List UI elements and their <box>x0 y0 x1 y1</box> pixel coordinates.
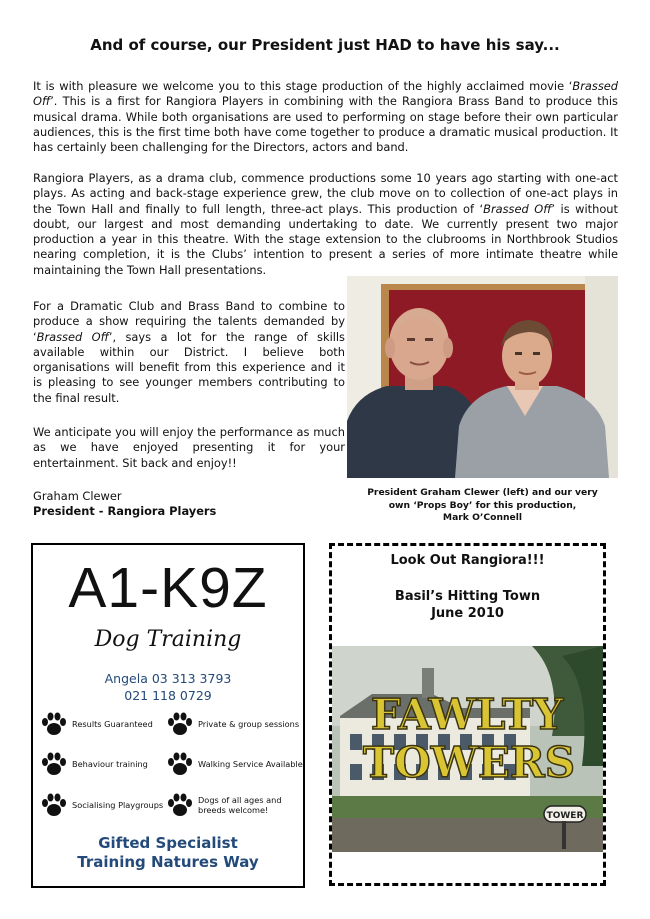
paw-print-icon <box>41 793 67 817</box>
feature-item: Dogs of all ages and breeds welcome! <box>167 793 297 817</box>
ad-tagline-1: Gifted Specialist <box>98 834 238 852</box>
paw-print-icon <box>41 752 67 776</box>
intro-paragraph: It is with pleasure we welcome you to this stage production of the highly acclaimed movie ‘Brassed Off’. This is a first for Rangiora Players in combining with the Rangiora Brass Band to produce this musical drama. While both organisations are used to performing on stage before their own particular audiences, this is the first time both have come together to produce a dramatic musical production. It has certainly been challenging for the Directors, actors and band. <box>33 79 618 155</box>
paw-print-icon <box>167 712 193 736</box>
paw-print-icon <box>167 752 193 776</box>
fawlty-towers-ad <box>329 543 606 886</box>
ad-subtitle: Dog Training <box>94 627 242 652</box>
feature-item: Results Guaranteed <box>41 712 166 736</box>
president-photo <box>347 276 618 478</box>
ad-tagline-2: Training Natures Way <box>77 853 259 871</box>
paw-print-icon <box>167 793 193 817</box>
feature-item: Socialising Playgroups <box>41 793 166 817</box>
paw-print-icon <box>41 712 67 736</box>
photo-illustration <box>347 276 618 478</box>
feature-item: Private & group sessions <box>167 712 301 736</box>
signature-name: Graham Clewer <box>33 489 122 503</box>
collaboration-paragraph: For a Dramatic Club and Brass Band to combine to produce a show requiring the talents demanded by ‘Brassed Off’, says a lot for the range of skills available within our District. I believe both organisations will benefit from this experience and it is pleasing to see younger members contributing to the final result. <box>33 299 345 405</box>
fawlty-logo-word-2: TOWERS <box>362 738 576 787</box>
history-paragraph: Rangiora Players, as a drama club, commence productions some 10 years ago starting with one-act plays. As acting and back-stage experience grew, the club move on to collection of one-act plays in the Town Hall and finally to full length, three-act plays. This production of ‘Brassed Off’ is without doubt, our largest and most demanding undertaking to date. We currently present two major production a year in this theatre. With the stage extension to the clubrooms in Northbrook Studios nearing completion, it is the Clubs’ intention to present a series of more intimate theatre while maintaining the Town Hall presentations. <box>33 171 618 277</box>
page-title: And of course, our President just HAD to have his say... <box>90 36 560 54</box>
ad2-headline: Look Out Rangiora!!! <box>390 553 545 568</box>
ad2-date: June 2010 <box>431 606 504 621</box>
dog-training-ad <box>31 543 305 888</box>
photo-caption: President Graham Clewer (left) and our very own ‘Props Boy’ for this production, Mark O’Connell <box>367 487 598 523</box>
fawlty-towers-image <box>332 646 603 852</box>
ad-phone-mobile: 021 118 0729 <box>124 688 212 703</box>
signature-title: President - Rangiora Players <box>33 504 217 518</box>
feature-item: Behaviour training <box>41 752 166 776</box>
fawlty-logo-word-1: FAWLTY <box>370 690 564 739</box>
feature-item: Walking Service Available <box>167 752 303 776</box>
ad-phone-primary: Angela 03 313 3793 <box>104 671 232 686</box>
ad-brand: A1-K9Z <box>68 556 268 620</box>
fawlty-towers-illustration <box>332 646 603 852</box>
fawlty-sign-text: TOWER <box>546 811 584 821</box>
ad2-subline: Basil’s Hitting Town <box>394 589 541 604</box>
closing-paragraph: We anticipate you will enjoy the performance as much as we have enjoyed presenting it for your entertainment. Sit back and enjoy!! <box>33 425 345 470</box>
